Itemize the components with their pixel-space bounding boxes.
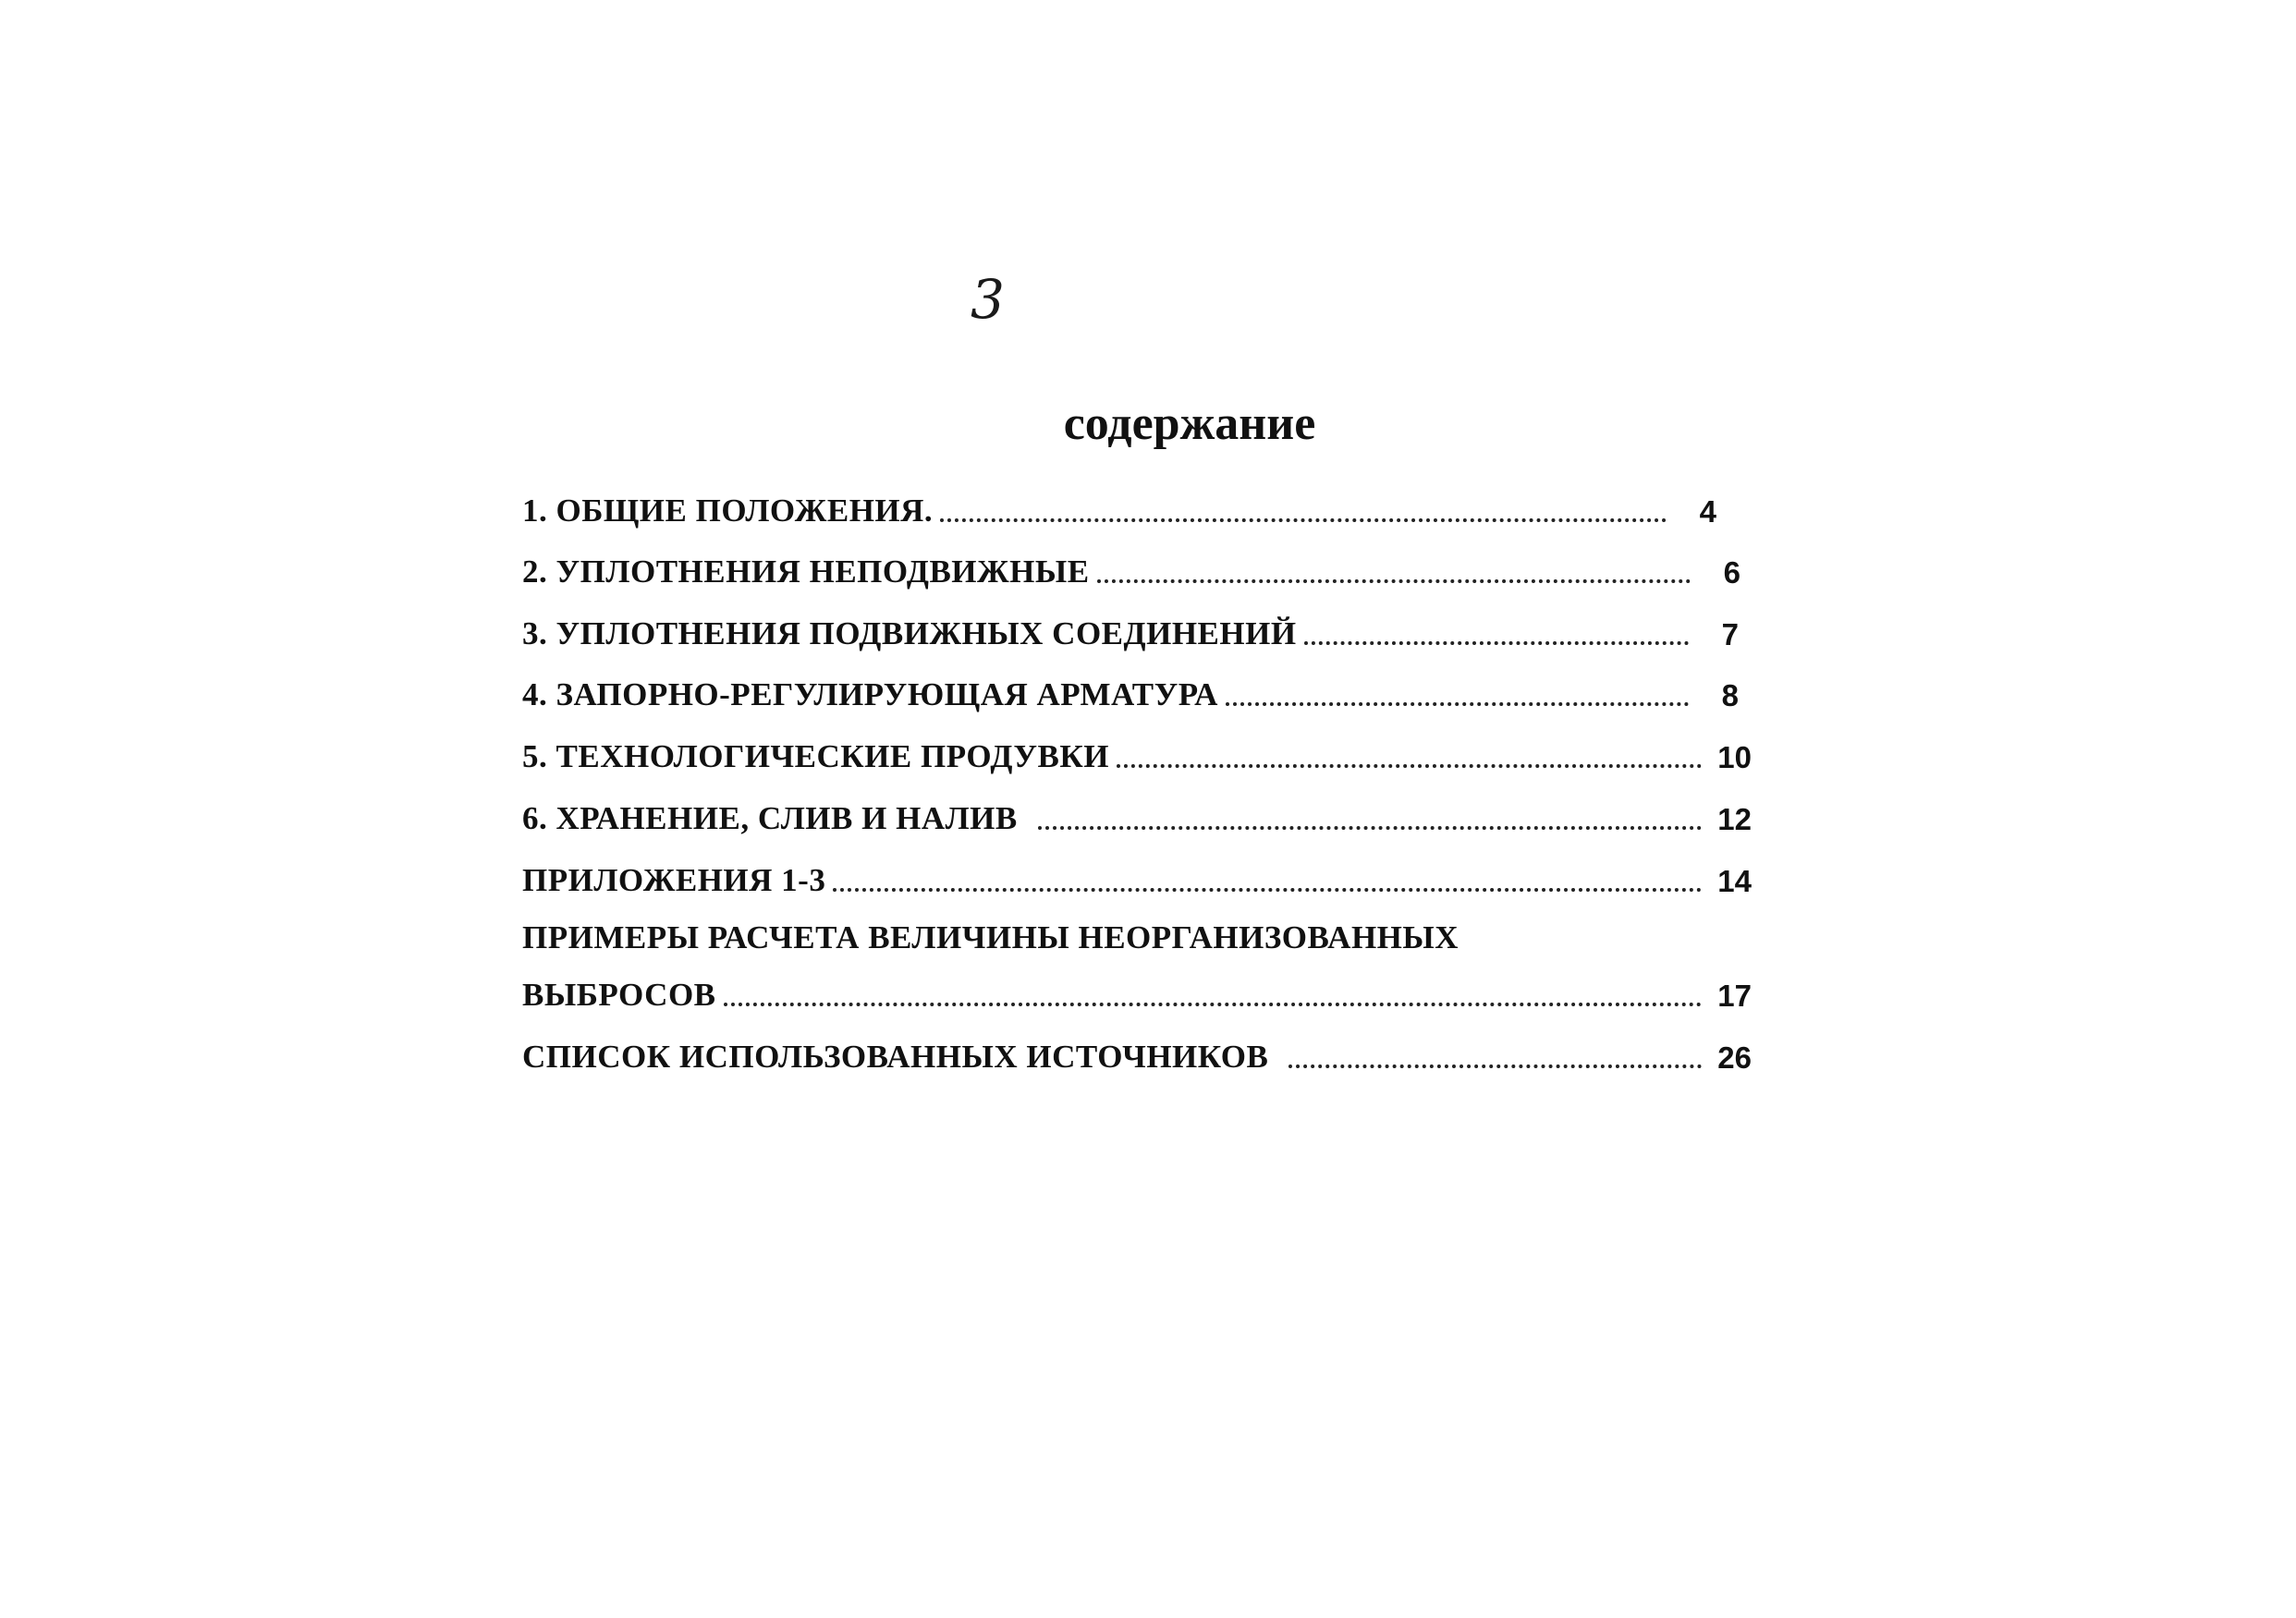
toc-entry-label: 3. УПЛОТНЕНИЯ ПОДВИЖНЫХ СОЕДИНЕНИЙ [522,615,1297,651]
toc-entry-page: 26 [1717,1040,1752,1075]
toc-entry-label: 1. ОБЩИЕ ПОЛОЖЕНИЯ. [522,493,934,529]
toc-entry-6[interactable] [522,788,1752,834]
toc-title [0,397,2296,450]
toc-entry-page: 12 [1717,802,1752,836]
toc-entry-9[interactable] [522,1027,1752,1073]
toc-entry-label: 4. ЗАПОРНО-РЕГУЛИРУЮЩАЯ АРМАТУРА [522,676,1218,712]
toc-entry-8[interactable] [522,965,1752,1011]
toc-entry-page: 8 [1721,678,1739,712]
toc-leader-dots [1226,702,1689,706]
toc-entry-label: ПРИМЕРЫ РАСЧЕТА ВЕЛИЧИНЫ НЕОРГАНИЗОВАННЫХ [522,919,1459,955]
toc-entry-label: 2. УПЛОТНЕНИЯ НЕПОДВИЖНЫЕ [522,554,1090,590]
toc-entry-7[interactable] [522,850,1752,896]
toc-entry-page: 6 [1723,555,1740,590]
handwritten-page-number: 3 [971,268,1005,331]
toc-leader-dots [1304,641,1689,645]
toc-entry-5[interactable] [522,726,1752,773]
toc-entry-1[interactable] [522,481,1716,527]
toc-title-text: содержание [1063,397,1316,450]
toc-entry-8-line1[interactable] [522,907,1459,954]
toc-entry-page: 17 [1717,979,1752,1013]
toc-entry-label: 5. ТЕХНОЛОГИЧЕСКИЕ ПРОДУВКИ [522,738,1109,774]
toc-entry-label: ПРИЛОЖЕНИЯ 1-3 [522,862,826,898]
toc-entry-label: 6. ХРАНЕНИЕ, СЛИВ И НАЛИВ [522,800,1018,836]
toc-entry-2[interactable] [522,541,1740,588]
toc-entry-page: 10 [1717,740,1752,774]
toc-entry-page: 7 [1721,617,1739,651]
toc-leader-dots [940,518,1667,522]
toc-leader-dots [1038,826,1702,830]
toc-entry-label: СПИСОК ИСПОЛЬЗОВАННЫХ ИСТОЧНИКОВ [522,1039,1269,1075]
toc-entry-3[interactable] [522,603,1739,650]
toc-leader-dots [724,1003,1702,1006]
toc-entry-page: 4 [1699,494,1716,529]
toc-entry-label: ВЫБРОСОВ [522,977,716,1013]
toc-entry-4[interactable] [522,664,1739,711]
toc-leader-dots [1288,1064,1702,1068]
toc-entry-page: 14 [1717,864,1752,898]
toc-leader-dots [1117,764,1702,768]
toc-leader-dots [833,888,1702,892]
toc-leader-dots [1097,579,1691,583]
